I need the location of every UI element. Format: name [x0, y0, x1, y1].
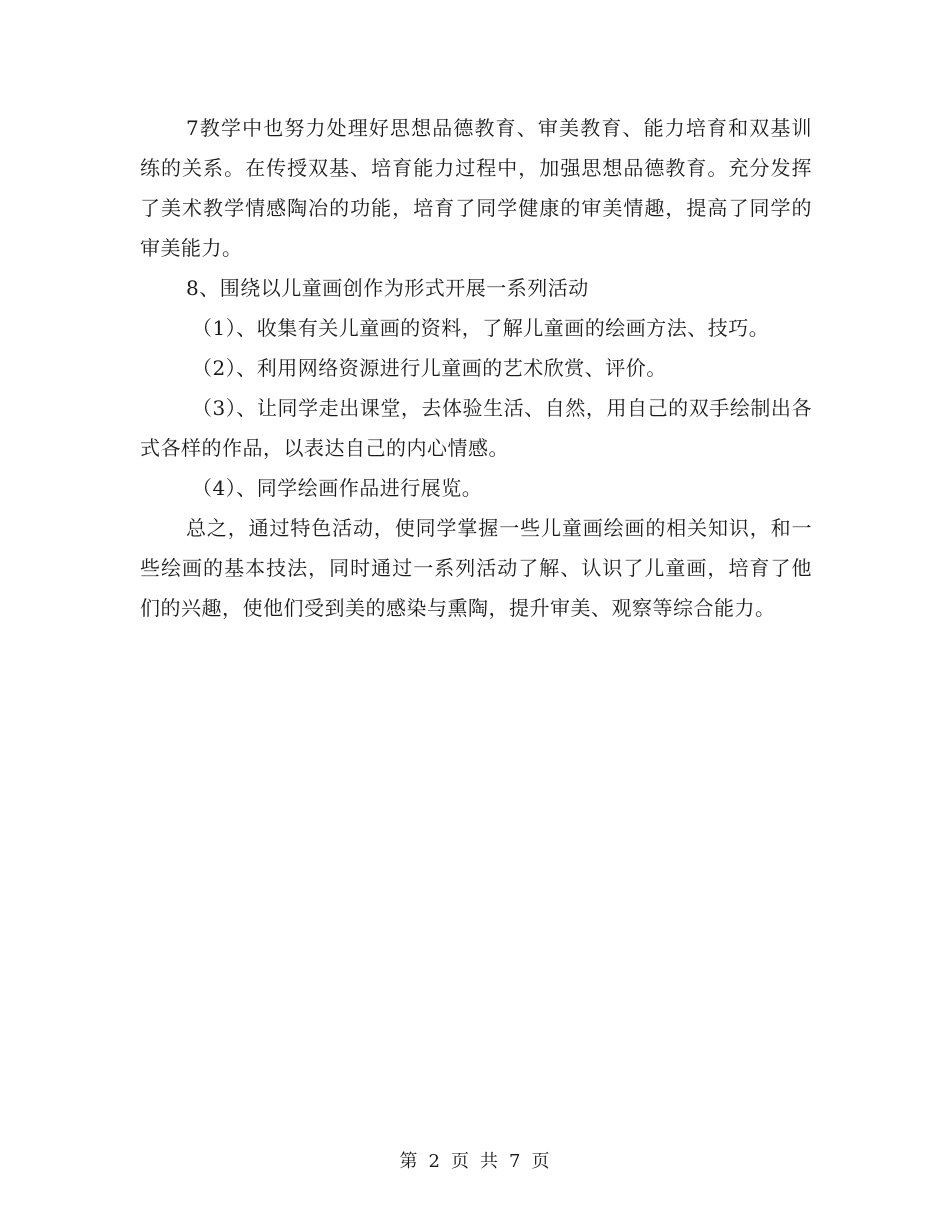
footer-page-number: 2: [428, 1151, 441, 1172]
footer-ye-2: 页: [531, 1151, 551, 1172]
paragraph-item-7: 7教学中也努力处理好思想品德教育、审美教育、能力培育和双基训练的关系。在传授双基、培育能力过程中，加强思想品德教育。充分发挥了美术教学情感陶冶的功能，培育了同学健康的审美情趣，提高了同学的审美能力。: [140, 116, 812, 260]
paragraph-sub-item-2: （2）、利用网络资源进行儿童画的艺术欣赏、评价。: [192, 356, 667, 380]
footer-di: 第: [399, 1151, 419, 1172]
page-footer: [0, 1150, 950, 1174]
document-body: [140, 108, 812, 628]
footer-total-pages: 7: [509, 1151, 522, 1172]
paragraph-item-8-heading: 8、围绕以儿童画创作为形式开展一系列活动: [186, 276, 589, 300]
paragraph-summary: 总之，通过特色活动，使同学掌握一些儿童画绘画的相关知识，和一些绘画的基本技法，同时通过一系列活动了解、认识了儿童画，培育了他们的兴趣，使他们受到美的感染与熏陶，提升审美、观察等综合能力。: [140, 516, 812, 620]
paragraph-sub-item-1: （1）、收集有关儿童画的资料，了解儿童画的绘画方法、技巧。: [192, 316, 770, 340]
footer-ye: 页: [451, 1151, 470, 1172]
paragraph-sub-item-4: （4）、同学绘画作品进行展览。: [192, 476, 483, 500]
footer-gong: 共: [480, 1151, 499, 1172]
paragraph-sub-item-3: （3）、让同学走出课堂，去体验生活、自然，用自己的双手绘制出各式各样的作品，以表达自己的内心情感。: [140, 396, 812, 460]
